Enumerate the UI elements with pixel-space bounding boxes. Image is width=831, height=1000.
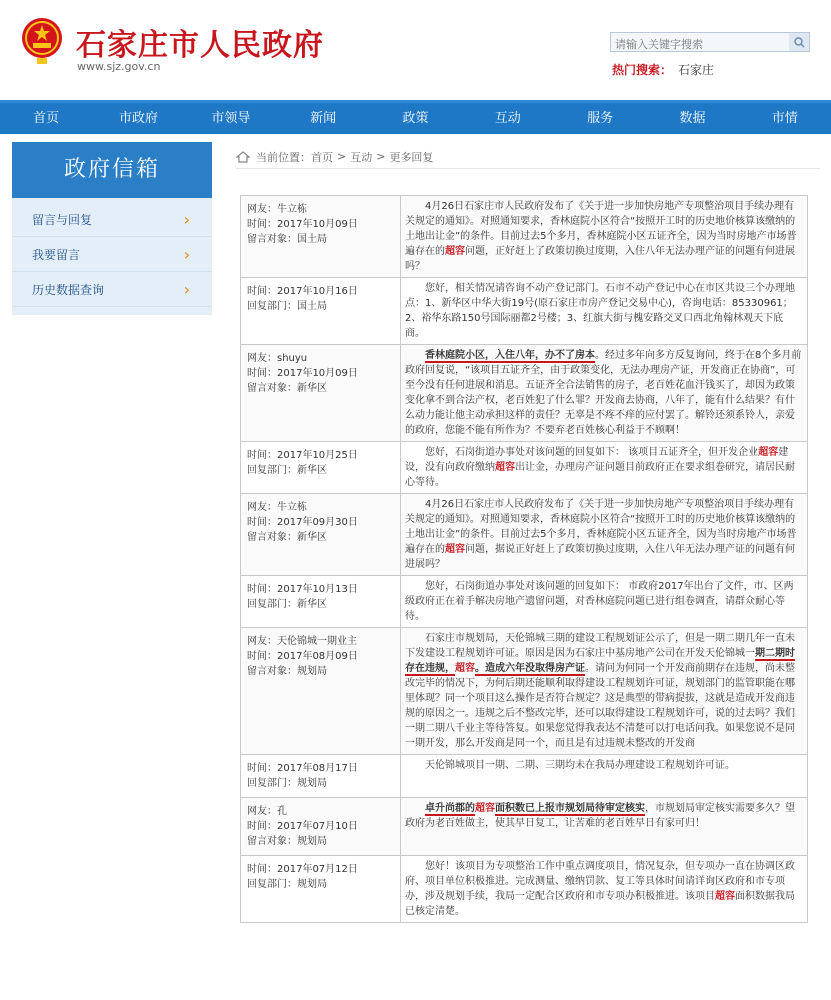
sidebar-list [12,198,212,315]
text-segment: 您好，石岗街道办事处对该问题的回复如下： 该项目五证齐全，但开发企业 [425,447,759,458]
search-input[interactable] [611,36,791,54]
meta-line: 回复部门：规划局 [247,879,327,890]
breadcrumb-separator: > [376,150,386,163]
text-segment: 面积数据我局已核定清楚。 [405,891,795,917]
text-segment: 。请问为何同一个开发商前期存在违规，尚未整改完毕的情况下，为何后期还能顺利取得建设工程规划许可证，规划部门的监管职能在哪里体现？同一个项目这么操作是否符合规定？这是典型的带病提拔，这就是造成开发商违规的原因之一。违规之后不整改完毕，还可以取得建设工程规划许可，说的过去吗？我们一期二期八千业主等待答复。如果您觉得我表达不清楚可以打电话问我。如果您说不是同一期开发，那么开发商是同一个，而且是有过违规未整改的开发商 [405,663,795,749]
meta-line: 留言对象：新华区 [247,532,327,543]
sidebar-item-messages-replies[interactable] [12,202,212,237]
messages-table [240,195,808,923]
meta-line: 时间：2017年10月16日 [247,286,358,297]
text-segment: 石家庄市规划局，天伦锦城三期的建设工程规划证公示了，但是一期二期几年一直未下发建设工程规划许可证。原因是因为石家庄中基房地产公司在开发天伦锦城一 [405,633,795,659]
nav-item-data[interactable]: 数据 [679,111,706,126]
site-header [0,0,831,100]
nav-item-news[interactable]: 新闻 [310,111,337,126]
text-segment: 您好，相关情况请咨询不动产登记部门。石市不动产登记中心在市区共设三个办理地点：1、新华区中华大街19号(原石家庄市房产登记交易中心)，咨询电话：85330961；2、裕华东路150号国际丽都2号楼；3、红旗大街与槐安路交叉口西北角翰林观天下底商。 [405,283,795,339]
text-segment: 问题，正好赶上了政策切换过度期，入住八年无法办理产证的问题有何进展吗？ [405,246,795,272]
text-segment: 问题，据说正好赶上了政策切换过度期，入住八年无法办理产证的问题有何进展吗？ [405,544,795,570]
message-text [401,196,808,278]
reply-meta [241,442,401,494]
meta-line: 网友：牛立栋 [247,502,307,513]
nav-item-services[interactable]: 服务 [587,111,614,126]
sidebar [12,142,212,315]
meta-line: 时间：2017年10月25日 [247,450,358,461]
search-icon [794,37,805,48]
message-text [401,494,808,576]
underlined-text: 。造成六年没取得房产证 [475,663,585,674]
keyword-highlight: 超容 [758,447,779,458]
meta-line: 网友：天伦锦城一期业主 [247,636,357,647]
meta-line: 留言对象：规划局 [247,666,327,677]
text-segment: 建设，没有向政府缴纳 [405,447,789,473]
message-meta [241,494,401,576]
meta-line: 回复部门：新华区 [247,599,327,610]
reply-row [241,576,808,628]
reply-text [401,856,808,923]
underlined-text: 香林庭院小区，入住八年，办不了房本 [425,350,595,361]
message-row [241,196,808,278]
message-text [401,628,808,755]
breadcrumb-separator: > [337,150,347,163]
breadcrumb-home[interactable]: 首页 [311,150,333,164]
meta-line: 回复部门：国土局 [247,301,327,312]
sidebar-item-history-query[interactable] [12,272,212,307]
message-row [241,628,808,755]
meta-line: 时间：2017年07月10日 [247,821,358,832]
search-box [610,32,810,52]
keyword-highlight: 超容 [455,663,475,674]
reply-text [401,442,808,494]
breadcrumb-more-replies: 更多回复 [389,150,434,164]
main-nav [0,100,831,134]
meta-line: 网友：shuyu [247,353,308,364]
keyword-highlight: 超容 [475,803,495,814]
message-meta [241,196,401,278]
text-segment: 4月26日石家庄市人民政府发布了《关于进一步加快房地产专项整治项目手续办理有关规定的通知》。对照通知要求，香林庭院小区符合“按照开工时的历史地价核算该缴纳的土地出让金”的条件。目前过去5个多月，香林庭院小区五证齐全，因为当时房地产市场普遍存在的 [405,499,797,555]
message-meta [241,628,401,755]
meta-line: 时间：2017年09月30日 [247,517,358,528]
nav-item-government[interactable]: 市政府 [118,111,158,126]
meta-line: 网友：孔 [247,806,287,817]
text-segment: 天伦锦城项目一期、二期、三期均未在我局办理建设工程规划许可证。 [425,760,735,771]
reply-meta [241,278,401,345]
message-row [241,494,808,576]
nav-item-city-info[interactable]: 市情 [771,111,798,126]
reply-row [241,755,808,798]
breadcrumb-interaction[interactable]: 互动 [350,150,373,164]
national-emblem-icon[interactable] [20,16,64,66]
reply-meta [241,856,401,923]
meta-line: 时间：2017年07月12日 [247,864,358,875]
sidebar-item-label: 历史数据查询 [32,282,105,297]
search-button[interactable] [789,33,809,51]
meta-line: 回复部门：规划局 [247,778,327,789]
hot-search-label: 热门搜索： [612,63,673,77]
meta-line: 网友：牛立栋 [247,204,307,215]
chevron-right-icon: › [183,279,190,299]
reply-row [241,856,808,923]
meta-line: 回复部门：新华区 [247,465,327,476]
meta-line: 留言对象：规划局 [247,836,327,847]
nav-item-home[interactable]: 首页 [33,111,60,126]
keyword-highlight: 超容 [715,891,735,902]
chevron-right-icon: › [183,209,190,229]
message-text [401,798,808,856]
reply-row [241,278,808,345]
keyword-highlight: 超容 [445,246,465,257]
sidebar-title: 政府信箱 [12,142,212,198]
chevron-right-icon: › [183,244,190,264]
reply-meta [241,576,401,628]
meta-line: 时间：2017年10月09日 [247,368,358,379]
meta-line: 时间：2017年10月13日 [247,584,358,595]
message-meta [241,798,401,856]
keyword-highlight: 超容 [445,544,465,555]
text-segment: 出让金，办理房产证问题目前政府正在要求组卷研究，请居民耐心等待。 [405,462,795,488]
message-text [401,345,808,442]
hot-search-item[interactable]: 石家庄 [678,63,715,77]
text-segment: 。经过多年向多方反复询问，终于在8个多月前政府回复说，“该项目五证齐全，由于政策变化，无法办理房产证，开发商正在协商”，可至今没有任何进展和消息。五证齐全合法销售的房子，老百姓花血汗钱买了，却因为政策变化拿不到合法产权，老百姓犯了什么罪？开发商去协商，八年了，能有什么结果？有什么动力能让他主动承担这样的责任？无辜是不疼不痒的应付罢了。解铃还须系铃人，亲爱的政府，您能不能有所作为？不要弃老百姓核心利益于不顾啊！ [405,350,802,436]
reply-meta [241,755,401,798]
message-row [241,345,808,442]
message-row [241,798,808,856]
reply-text [401,576,808,628]
nav-item-policy[interactable]: 政策 [402,111,429,126]
reply-row [241,442,808,494]
text-segment: 您好！该项目为专项整治工作中重点调度项目，情况复杂，但专项办一直在协调区政府、项目单位积极推进。完成测量、缴纳罚款、复工等具体时间请详询区政府和市专项办，涉及规划手续，我局一定配合区政府和市专项办积极推进。该项目 [405,861,795,902]
meta-line: 时间：2017年10月09日 [247,219,358,230]
meta-line: 时间：2017年08月17日 [247,763,358,774]
underlined-text: 期二期时存在违规， [405,648,795,674]
keyword-highlight: 超容 [495,462,515,473]
message-meta [241,345,401,442]
nav-item-interaction[interactable]: 互动 [494,111,521,126]
home-icon [236,151,250,163]
underlined-text: 面积数已上报市规划局待审定核实 [495,803,645,814]
meta-line: 留言对象：新华区 [247,383,327,394]
site-title[interactable]: 石家庄市人民政府 [76,28,324,63]
reply-text [401,278,808,345]
sidebar-item-leave-message[interactable] [12,237,212,272]
breadcrumb-label: 当前位置： [256,150,311,164]
meta-line: 时间：2017年08月09日 [247,651,358,662]
text-segment: ，市规划局审定核实需要多久？望政府为老百姓做主，使其早日复工，让苦难的老百姓早日有家可归！ [405,803,795,829]
meta-line: 留言对象：国土局 [247,234,327,245]
text-segment: 您好，石岗街道办事处对该问题的回复如下： 市政府2017年出台了文件，市、区两级政府正在着手解决房地产遗留问题，对香林庭院问题已进行组卷调查，请群众耐心等待。 [405,581,794,622]
sidebar-item-label: 我要留言 [32,247,81,262]
reply-text [401,755,808,798]
hot-search [612,61,714,78]
breadcrumb [236,145,820,169]
underlined-text: 卓升尚郡的 [425,803,475,814]
text-segment: 4月26日石家庄市人民政府发布了《关于进一步加快房地产专项整治项目手续办理有关规定的通知》。对照通知要求，香林庭院小区符合“按照开工时的历史地价核算该缴纳的土地出让金”的条件。目前过去5个多月，香林庭院小区五证齐全，因为当时房地产市场普遍存在的 [405,201,797,257]
site-url: www.sjz.gov.cn [77,60,161,73]
nav-item-leaders[interactable]: 市领导 [211,111,251,126]
sidebar-item-label: 留言与回复 [32,212,93,227]
